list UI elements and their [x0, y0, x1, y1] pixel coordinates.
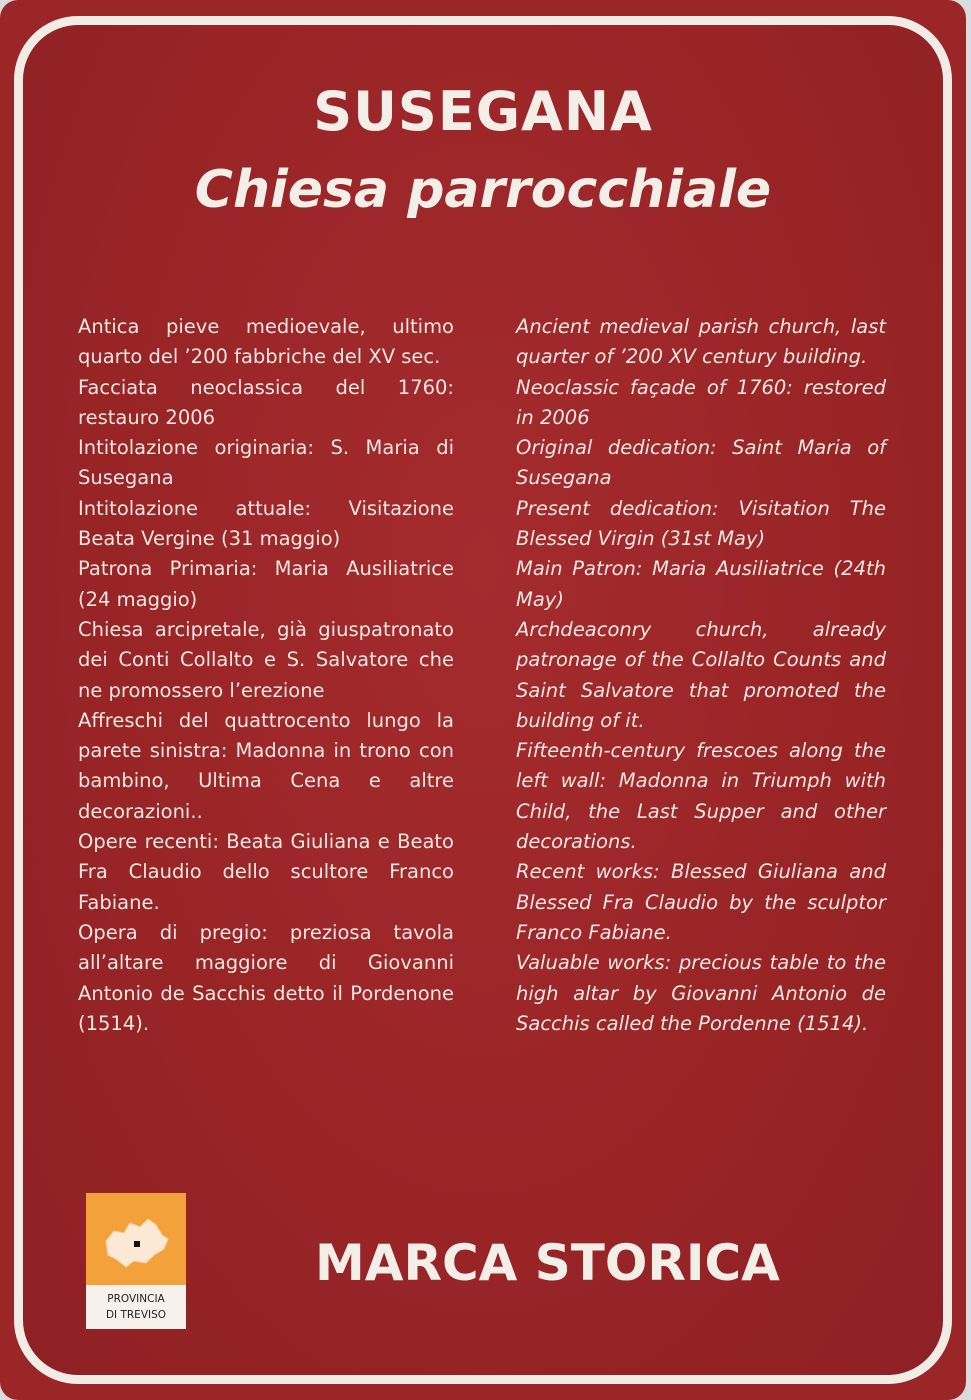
province-map-icon — [86, 1193, 186, 1285]
english-paragraph: Present dedication: Visitation The Blessed Virgin (31st May) — [516, 496, 886, 551]
italian-paragraph: Chiesa arcipretale, già giuspatronato dei Conti Collalto e S. Salvatore che ne promossero l’erezione — [78, 617, 454, 702]
italian-paragraph: Affreschi del quattrocento lungo la parete sinistra: Madonna in trono con bambino, Ultima Cena e altre decorazioni.. — [78, 708, 454, 823]
english-paragraph: Original dedication: Saint Maria of Susegana — [516, 436, 886, 490]
italian-paragraph: Patrona Primaria: Maria Ausiliatrice (24 maggio) — [78, 557, 454, 611]
english-paragraph: Archdeaconry church, already patronage of the Collalto Counts and Saint Salvatore that promoted the building of it. — [516, 617, 886, 732]
provincia-treviso-logo — [86, 1193, 186, 1329]
sign-subtitle: Chiesa parrocchiale — [194, 160, 772, 220]
logo-label-line: PROVINCIA — [107, 1293, 165, 1305]
italian-paragraph: Antica pieve medioevale, ultimo quarto del ’200 fabbriche del XV sec. — [78, 315, 454, 369]
english-text-column — [516, 312, 886, 1039]
sign-title: SUSEGANA — [313, 80, 653, 143]
italian-paragraph: Intitolazione attuale: Visitazione Beata Vergine (31 maggio) — [78, 496, 454, 551]
english-paragraph: Ancient medieval parish church, last quarter of ’200 XV century building. — [516, 315, 886, 369]
italian-paragraph: Facciata neoclassica del 1760: restauro 2006 — [78, 375, 454, 429]
english-paragraph: Recent works: Blessed Giuliana and Blessed Fra Claudio by the sculptor Franco Fabiane. — [516, 860, 886, 944]
english-paragraph: Fifteenth-century frescoes along the left wall: Madonna in Triumph with Child, the Last Supper and other decorations. — [516, 739, 886, 854]
province-map-shape — [96, 1211, 176, 1273]
english-paragraph: Valuable works: precious table to the high altar by Giovanni Antonio de Sacchis called the Pordenne (1514). — [516, 951, 886, 1035]
logo-label — [86, 1291, 186, 1323]
footer-title: MARCA STORICA — [315, 1234, 780, 1292]
logo-label-line: DI TREVISO — [105, 1309, 167, 1321]
italian-text-column — [78, 312, 454, 1039]
english-paragraph: Main Patron: Maria Ausiliatrice (24th May) — [516, 557, 886, 611]
italian-paragraph: Intitolazione originaria: S. Maria di Susegana — [78, 436, 454, 490]
italian-paragraph: Opera di pregio: preziosa tavola all’altare maggiore di Giovanni Antonio de Sacchis detto il Pordenone (1514). — [78, 920, 454, 1035]
italian-paragraph: Opere recenti: Beata Giuliana e Beato Fra Claudio dello scultore Franco Fabiane. — [78, 830, 454, 914]
english-paragraph: Neoclassic façade of 1760: restored in 2006 — [516, 375, 886, 429]
